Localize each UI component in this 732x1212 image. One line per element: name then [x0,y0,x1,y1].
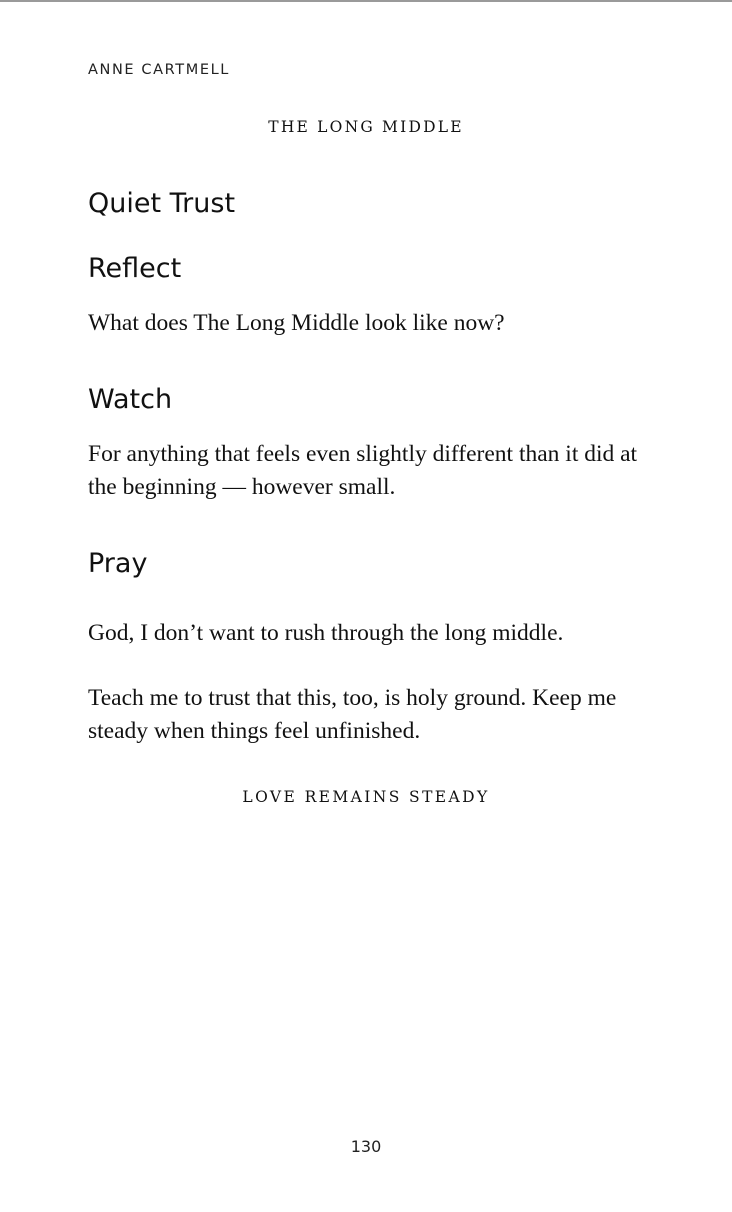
reflect-heading: Reflect [88,253,182,284]
pray-paragraph-2: Teach me to trust that this, too, is holy ground. Keep me steady when things feel unfinished. [88,685,617,744]
reflect-text: What does The Long Middle look like now? [88,310,505,336]
watch-heading: Watch [88,384,173,415]
chapter-title: THE LONG MIDDLE [268,118,464,136]
pray-heading: Pray [88,548,148,579]
closing-line: LOVE REMAINS STEADY [242,788,490,806]
top-rule [0,0,732,2]
watch-text: For anything that feels even slightly different than it did at the beginning — however small. [88,441,638,500]
running-header-author: ANNE CARTMELL [88,62,230,78]
section-title: Quiet Trust [88,188,236,219]
pray-paragraph-1: God, I don’t want to rush through the long middle. [88,620,564,646]
page-number: 130 [350,1137,382,1156]
